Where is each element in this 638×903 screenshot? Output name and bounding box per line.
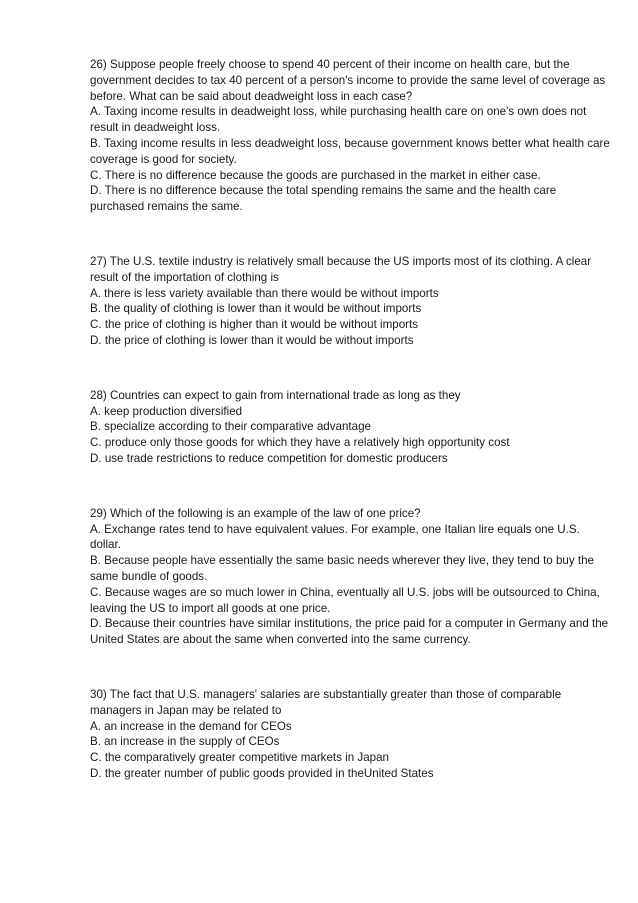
- option-b: B. Taxing income results in less deadweight loss, because government knows better what health care coverage is good for society.: [90, 136, 610, 166]
- option-c: C. the price of clothing is higher than it would be without imports: [90, 318, 419, 332]
- option-b: B. the quality of clothing is lower than it would be without imports: [90, 302, 422, 316]
- question-28: [90, 388, 610, 467]
- option-a: A. Taxing income results in deadweight loss, while purchasing health care on one's own does not result in deadweight loss.: [90, 105, 587, 135]
- option-b: B. an increase in the supply of CEOs: [90, 735, 280, 749]
- option-d: D. use trade restrictions to reduce competition for domestic producers: [90, 451, 448, 465]
- question-26: [90, 57, 610, 215]
- question-stem: 28) Countries can expect to gain from international trade as long as they: [90, 388, 461, 402]
- option-a: A. Exchange rates tend to have equivalent values. For example, one Italian lire equals one U.S. dollar.: [90, 522, 580, 552]
- option-a: A. keep production diversified: [90, 404, 243, 418]
- option-d: D. the price of clothing is lower than it would be without imports: [90, 333, 414, 347]
- question-list: [90, 57, 610, 821]
- question-stem: 26) Suppose people freely choose to spend 40 percent of their income on health care, but the government decides to tax 40 percent of a person's income to provide the same level of coverage as before. What can be said about deadweight loss in each case?: [90, 58, 606, 103]
- option-b: B. specialize according to their comparative advantage: [90, 420, 371, 434]
- option-d: D. There is no difference because the total spending remains the same and the health care purchased remains the same.: [90, 184, 557, 214]
- question-stem: 29) Which of the following is an example of the law of one price?: [90, 506, 421, 520]
- question-stem: 30) The fact that U.S. managers' salaries are substantially greater than those of comparable managers in Japan may be related to: [90, 687, 562, 717]
- option-a: A. an increase in the demand for CEOs: [90, 719, 292, 733]
- option-b: B. Because people have essentially the same basic needs wherever they live, they tend to buy the same bundle of goods.: [90, 554, 594, 583]
- option-c: C. Because wages are so much lower in China, eventually all U.S. jobs will be outsourced to China, leaving the US to import all goods at one price.: [90, 585, 600, 615]
- option-c: C. There is no difference because the goods are purchased in the market in either case.: [90, 168, 541, 182]
- question-27: [90, 254, 610, 349]
- question-stem: 27) The U.S. textile industry is relatively small because the US imports most of its clothing. A clear result of the importation of clothing is: [90, 254, 592, 284]
- question-29: [90, 506, 610, 648]
- option-d: D. the greater number of public goods provided in theUnited States: [90, 766, 434, 780]
- option-c: C. the comparatively greater competitive markets in Japan: [90, 751, 389, 765]
- option-d: D. Because their countries have similar institutions, the price paid for a computer in Germany and the United States are about the same when converted into the same currency.: [90, 617, 609, 647]
- option-a: A. there is less variety available than there would be without imports: [90, 286, 439, 300]
- option-c: C. produce only those goods for which they have a relatively high opportunity cost: [90, 436, 510, 450]
- question-30: [90, 687, 610, 782]
